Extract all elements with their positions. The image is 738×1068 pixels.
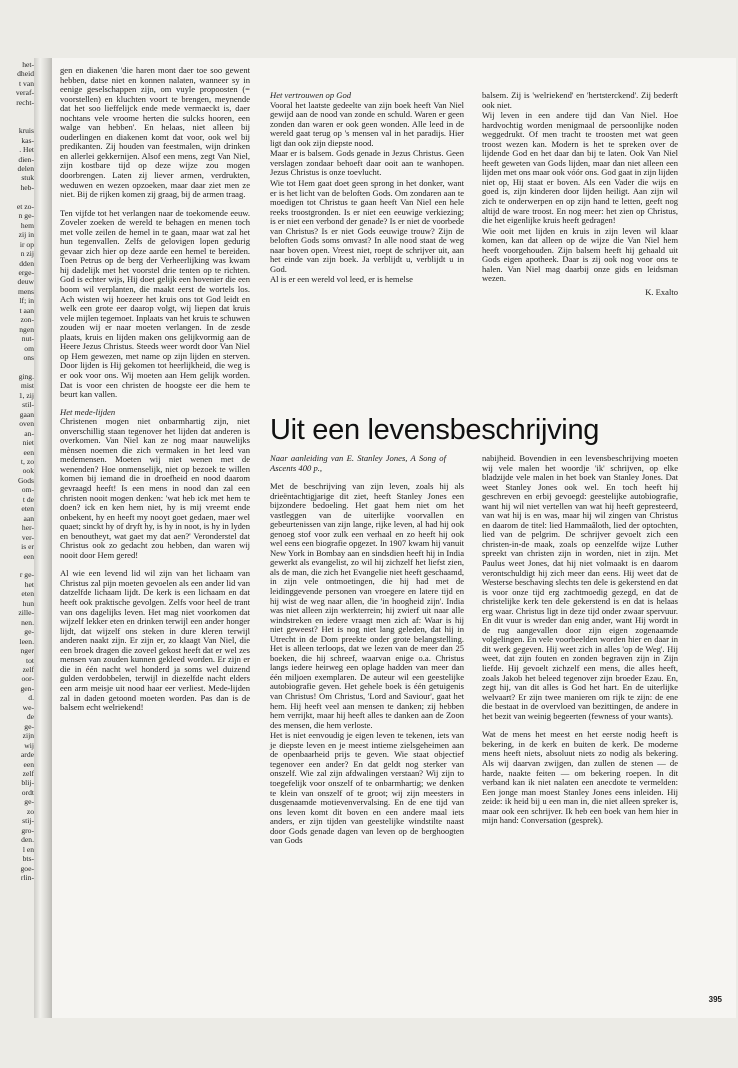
prev-page-fragment: dien- xyxy=(18,154,34,164)
prev-page-fragment: blij- xyxy=(21,778,34,788)
previous-page-edge xyxy=(0,60,34,1020)
prev-page-fragment: n ge- xyxy=(18,211,34,221)
prev-page-fragment: n zij xyxy=(20,249,34,259)
paragraph: Christenen mogen niet onbarmhartig zijn, niet onverschillig staan tegenover het lijden dat anderen is overkomen. Van Niel kan ze nog maar nauwelijks mènsen noemen die zich vermaken in het leed van medemensen. Moeten wij niet wenen met de wenenden? Hoe onmenselijk, niet op bezoek te willen komen bij iemand die in droefheid en nood daarom gevraagd heeft! Is een mens in nood dan zal een christen nooit mogen denken: 'wat heb ick met hem te doen? ick en ken hem niet, hy is mij vreemt ende onbekent, hy en heeft my nooyt goet gedaen, maer wel quaet; sinckt hy of dryft hy, is hy in noot, is hy in lyden en benoutheyt, wat gaet my dat aen?' Veronderstel dat Christus ook zo gedacht zou hebben, dan waren wij nooit door Hem gered! xyxy=(60,416,250,560)
prev-page-fragment: l en xyxy=(22,844,34,854)
prev-page-fragment: eten xyxy=(21,504,34,514)
prev-page-fragment: t van xyxy=(19,78,34,88)
prev-page-fragment: ordt xyxy=(21,787,34,797)
prev-page-fragment: ver- xyxy=(21,532,34,542)
prev-page-fragment: ge- xyxy=(24,797,34,807)
prev-page-fragment: oor- xyxy=(21,674,34,684)
paragraph: Vooral het laatste gedeelte van zijn boek heeft Van Niel gewijd aan de nood van zonde en schuld. Waren er geen zonden dan waren er ook geen wonden. Alle leed in de wereld gaat terug op 's mensen val in het paradijs. Hier ligt dan ook zijn diepste nood. xyxy=(270,99,464,148)
paragraph: gen en diakenen 'die haren mont daer toe soo gewent hebben, datse niet en konnen nalaten, wanneer sy in eenige geselschappen zijn, om vuyle propoosten (= voorstellen) en kluchten voort te brengen, meynende dat het soo lieffelijck ende mede vermaeckt is, daer nochtans vele vroome herten die sulcks hooren, een walge van hebben'. En helaas, niet alleen bij ouderlingen en diakenen komt dat voor, ook wel bij predikanten. Zij houden van feestmalen, wijn drinken en allerlei gekkernijen. Alsof een mens, zegt Van Niel, zijn kostbare tijd op deze wijze zou mogen doorbrengen. Laten zij liever armen, verdrukten, weduwen en wezen opzoeken, maar daar ziet men ze niet. Bij de rijken komen zij graag, bij de armen traag. xyxy=(60,65,250,200)
prev-page-fragment xyxy=(0,117,34,126)
prev-page-fragment: ir op xyxy=(19,239,34,249)
prev-page-fragment: eten xyxy=(21,589,34,599)
paragraph: Al wie een levend lid wil zijn van het lichaam van Christus zal pijn moeten gevoelen als een ander lid van datzelfde lichaam lijdt. De kerk is een lichaam en dat heeft ook praktische gevolgen. Zelfs voor heel de trant van ons dagelijks leven. Het mag niet voorkomen dat wijzelf lekker eten en drinken terwijl een ander honger lijdt, dat wijzelf ons steken in dure kleren terwijl anderen naakt zijn. Er zijn er, zo klaagt Van Niel, die een broek dragen die zoveel gekost heeft dat er wel zes mensen van zouden kunnen gekleed worden. Er zijn er die in één nacht wel honderd ja soms wel duizend gulden verdobbelen, terwijl in diezelfde nacht elders een arm meisje uit nood haar eer verliest. Mede-lijden zal in daden getoond moeten worden. Pas dan is de balsem echt welriekend! xyxy=(60,568,250,713)
prev-page-fragment: niet xyxy=(22,438,34,448)
column-2-bottom xyxy=(270,482,464,846)
prev-page-fragment: mist xyxy=(20,381,34,391)
column-3-top xyxy=(482,91,678,297)
paragraph: Met de beschrijving van zijn leven, zoals hij als drieëntachtigjarige dit ziet, heeft Stanley Jones een bijzondere bedoeling. Het gaat hem niet om het vastleggen van de uiterlijke voorvallen en gebeurtenissen van zijn lange, rijke leven, al had hij ook genoeg stof voor zulk een verhaal en zo heeft hij ook wel eens een biografie opgezet. In 1907 kwam hij vanuit New York in Bombay aan en sindsdien heeft hij in India gewerkt als evangelist, zo wil hij zichzelf het liefst zien, als de man, die zich het Evangelie niet heeft geschaamd, in zijn vele ontmoetingen, die hij had met de leidinggevende personen van vroegere en latere tijd en hij wist de weg naar allen, die 'in hoogheid zijn'. India was niet alleen zijn werkterrein; hij zwierf uit naar alle windstreken en iedere vraagt men zich af: Waar is hij niet geweest? Het is nog niet lang geleden, dat hij in Utrecht in de Dom preekte onder grote belangstelling. Het is alleen terloops, dat we lezen van de meer dan 25 boeken, die hij schreef, waarvan enige o.a. Christus langs iedere heirweg een oplage hadden van meer dan één miljoen exemplaren. De auteur wil een geestelijke autobiografie geven. Het gehele boek is één getuigenis van Christus! Om Christus, 'Lord and Saviour', gaat het hem. Hij heeft veel aan mensen te danken; zij hebben hem verrijkt, maar hij heeft alles te danken aan de Zoon des mensen, die hem verloste. xyxy=(270,481,464,730)
prev-page-fragment xyxy=(0,192,34,201)
prev-page-fragment: stij- xyxy=(22,816,34,826)
prev-page-fragment xyxy=(0,363,34,372)
prev-page-fragment: zelf xyxy=(22,665,34,674)
prev-page-fragment: een xyxy=(23,551,34,561)
prev-page-fragment: is er xyxy=(21,542,34,552)
prev-page-fragment xyxy=(0,107,34,116)
column-3-bottom xyxy=(482,454,678,826)
prev-page-fragment: her- xyxy=(21,523,34,533)
prev-page-fragment: zelf xyxy=(22,768,34,778)
paragraph: Wat de mens het meest en het eerste nodig heeft is bekering, in de kerk en buiten de kerk. De moderne mens heeft niets, absoluut niets zo nodig als bekering. Als wij daarvan zwijgen, dan zullen de stenen — de harde, naakte feiten — om bekering roepen. In dit verband kan ik niet nalaten een anecdote te vermelden: Een jonge man moest Stanley Jones eens inleiden. Hij zeide: ik heid bij u een man in, die niet alleen spreker is, maar ook een schrijver. Ik heb een boek van hem hier in mijn hand: Conversation (gesprek). xyxy=(482,729,678,826)
article-reference: Naar aanleiding van E. Stanley Jones, A Song of Ascents 400 p., xyxy=(270,453,446,473)
prev-page-fragment: arde xyxy=(20,750,34,760)
prev-page-fragment: stil- xyxy=(22,400,34,410)
prev-page-fragment: nen. xyxy=(21,617,34,627)
prev-page-fragment: kruis xyxy=(18,126,34,136)
prev-page-fragment xyxy=(0,561,34,570)
prev-page-fragment: d. xyxy=(28,693,34,703)
prev-page-fragment: lf; in xyxy=(19,296,34,306)
prev-page-fragment: zille- xyxy=(18,608,34,618)
article-title: Uit een levensbeschrijving xyxy=(270,414,600,446)
prev-page-fragment: stuk xyxy=(21,173,34,183)
paragraph: Ten vijfde tot het verlangen naar de toekomende eeuw. Zoveler zoeken de wereld te behagen en menen toch met volle zeilen de hemel in te gaan, maar wat zal het hun tegenvallen. Zelfs de gelovigen lopen gedurig gevaar zich hier op deze aarde een hemel te bereiden. Toen Petrus op de berg der Verheerlijking was kwam hij dadelijk met het voorstel drie tenten op te richten. God is echter wijs, Hij doet gelijk een hovenier die een boom wil verplanten, die maakt eerst de wortels los. Ach wisten wij hoezeer het kruis ons tot God leidt en welk een grote eer daarop volgt, wij liepen dat kruis vele mijlen tegemoet. Inplaats van het kruis te schuwen zouden wij er naar moeten verlangen. In de zesde plaats, kruis en lijden maken ons gelijkvormig aan de Heere Jezus Christus. Steeds weer wordt door Van Niel op Hem gewezen, met name op zijn lijden en sterven. Door lijden is Hij gekomen tot heerlijkheid, die weg is er ook voor ons. Wij moeten aan Hem gelijk worden. Dat is voor een christen de hoogste eer die hem te beurt kan vallen. xyxy=(60,207,250,400)
prev-page-fragment: hun xyxy=(22,598,34,608)
prev-page-fragment: het- xyxy=(22,60,34,69)
prev-page-fragment: nut- xyxy=(21,334,34,344)
prev-page-fragment: de xyxy=(26,712,34,722)
prev-page-fragment: t de xyxy=(22,494,34,504)
prev-page-fragment: ook xyxy=(22,466,34,476)
prev-page-fragment: oven xyxy=(19,419,34,429)
prev-page-fragment: tot xyxy=(25,655,34,665)
prev-page-fragment: et zo- xyxy=(16,201,34,211)
prev-page-fragment: ons xyxy=(23,353,34,363)
prev-page-fragment: aan xyxy=(23,513,34,523)
prev-page-fragment: 1, zij xyxy=(18,390,34,400)
prev-page-fragment: leen. xyxy=(19,636,34,646)
paragraph: Het is niet eenvoudig je eigen leven te tekenen, iets van je diepste leven en je meest intieme zielsgeheimen aan de openbaarheid prijs te geven. Wie staat objectief tegenover een ander? En dat geldt nog sterker van onszelf. Wie zal zijn afdwalingen verstaan? Wij zijn to toegefelijk voor onszelf of te onbarmhartig; we denken te klein van onszelf of te groot; wij zijn meesters in dusgenaamde motievenvervalsing. En de ene tijd van ons leven komt dit boven en een andere maal iets anders, er zijn tijden van geestelijke windstilte naast door Gods genade dagen van leven op de berghoogten van Gods xyxy=(270,730,464,846)
prev-page-fragment: kas- xyxy=(21,135,34,145)
prev-page-fragment: an- xyxy=(24,428,34,438)
prev-page-fragment: zijn xyxy=(22,731,34,741)
prev-page-fragment: gaan xyxy=(19,409,34,419)
book-gutter xyxy=(34,58,52,1018)
prev-page-fragment: wij xyxy=(24,740,34,750)
prev-page-fragment: veraf- xyxy=(15,88,34,98)
prev-page-fragment: zon- xyxy=(20,315,34,325)
prev-page-fragment: . Het xyxy=(19,145,34,155)
prev-page-fragment: mens xyxy=(17,286,34,296)
prev-page-fragment: Gods xyxy=(17,475,34,485)
prev-page-fragment: ge- xyxy=(24,721,34,731)
prev-page-fragment: gro- xyxy=(21,825,34,835)
prev-page-fragment: recht- xyxy=(16,97,34,107)
prev-page-fragment: dheid xyxy=(17,69,34,79)
prev-page-fragment: gen- xyxy=(20,683,34,693)
prev-page-fragment: een xyxy=(23,759,34,769)
paragraph: Wie tot Hem gaat doet geen sprong in het donker, want er is het licht van de beloften Gods. Om zondaren aan te moedigen tot Christus te gaan heeft Van Niel een hele reeks troostgronden. Is er niet een eeuwige verkiezing; is er niet een verbond der genade? Is er niet de voorbede van Christus? Is er niet Gods eeuwige trouw? Zijn de beloften Gods soms omvast? In alle nood staat de weg naar boven open. Vreest niet, roept de schrijver uit, aan het einde van zijn boek. Ja verblijdt u, verblijdt u in God. xyxy=(270,177,464,274)
prev-page-fragment: rlin- xyxy=(20,872,34,882)
prev-page-fragment: ngen xyxy=(19,324,34,334)
column-1 xyxy=(60,66,250,713)
prev-page-fragment: goe- xyxy=(20,863,34,873)
section-heading: Het mede-lijden xyxy=(60,406,116,417)
prev-page-fragment: zo xyxy=(26,806,34,816)
page-number: 395 xyxy=(708,995,722,1004)
paragraph: Wie ooit met lijden en kruis in zijn leven wil klaar komen, kan dat alleen op de wijze die Van Niel hem heeft voorgehouden. Zijn balsem heeft hij gehaald uit Gods eigen apotheek. Daar is zij ook nog voor ons te halen. Van Niel mag daarbij onze gids en leidsman wezen. xyxy=(482,225,678,284)
prev-page-fragment: deuw xyxy=(17,277,34,287)
prev-page-fragment: we- xyxy=(22,702,34,712)
prev-page-fragment: het xyxy=(24,579,34,589)
prev-page-fragment: een xyxy=(23,447,34,457)
prev-page-fragment: nger xyxy=(20,646,34,656)
prev-page-fragment: delen xyxy=(17,163,34,173)
prev-page-fragment: r ge- xyxy=(19,570,34,580)
paragraph: balsem. Zij is 'welriekend' en 'hertsterckend'. Zij bederft ook niet. xyxy=(482,90,678,110)
paragraph: Wij leven in een andere tijd dan Van Niel. Hoe hardvochtig worden menigmaal de persoonlijke noden weggedrukt. Of men tracht te troosten met wat geen troost wezen kan. Modern is het te spreken over de lijdende God en het daar dan bij te laten. Ook Van Niel heeft geweten van Gods lijden, maar dan niet alleen een lijden met ons maar ook vóór ons. God gaat in zijn lijden niet op, Hij staat er boven. Als een Vader die wijs en goed is, zijn kinderen door lijden heiligt. Aan zijn wil zich te onderwerpen en op zijn hand te letten, geeft nog altijd de ware troost. En nog meer: het zien op Christus, die het eigenlijke kruis heeft gedragen! xyxy=(482,110,678,226)
prev-page-fragment: om xyxy=(24,343,34,353)
column-2-top xyxy=(270,91,464,285)
paragraph: Al is er een wereld vol leed, er is hemelse xyxy=(270,274,413,285)
prev-page-fragment: den. xyxy=(21,835,34,845)
prev-page-fragment: om- xyxy=(21,485,34,495)
prev-page-fragment: t, zo xyxy=(20,457,34,467)
section-heading: Het vertrouwen op God xyxy=(270,90,352,100)
paragraph: nabijheid. Bovendien in een levensbeschrijving moeten wij vele malen het woordje 'ik' schrijven, op elke bladzijde vele malen in het boek van Stanley Jones. Dat weet Stanley Jones ook wel. En toch heeft hij geschreven en erbij gevoegd: geestelijke autobiografie, want hij wil niet vertellen van wat hij heeft gepresteerd, van wat hij is en was, maar hij wil zingen van Christus en daarom de titel: lied Hammaâloth, lied der optochten, lied van de pelgrim. De schrijver gevoelt zich een christen-in-de maak, zoals op eenzelfde wijze Luther spreekt van christen zijn in worden, niet in zijn. Met Paulus weet Jones, dat hij niet volmaakt is en daarom verontschuldigt hij zich meer dan eens. Hij weet dat de Westerse beschaving slechts ten dele is gekerstend en dat is voor onze tijd erg zachtmoedig gezegd, en dat de christelijke kerk ten dele gekerstend is en dat is helaas erg waar. Christus ligt in deze tijd onder zwaar spervuur. En dit vuur is wreder dan enig ander, want Hij wordt in de rug aangevallen door zijn eigen zogenaamde volgelingen. En vele voorbeelden worden hier en daar in dit werk gegeven. Hij weet zich in alles 'op de Weg'. Hij weet, dat zijn fouten en zonden begraven zijn in Zijn liefde. Hij gevoelt zichzelf een mens, die alles heeft, zoals Jakob het beleed tegenover zijn broeder Ezau. En, zegt hij, van dit alles is God het hart. En de uiterlijke welvaart? Er zijn twee manieren om rijk te zijn: de ene die bestaat in de overvloed van bezittingen, de andere in het bezit van weinig begeerten (fewness of your wants). xyxy=(482,453,678,721)
prev-page-fragment: ging. xyxy=(18,371,34,381)
prev-page-fragment: ge- xyxy=(24,627,34,637)
prev-page-fragment: bts- xyxy=(22,854,34,864)
prev-page-fragment: hem xyxy=(20,220,34,230)
paragraph: Maar er is balsem. Gods genade in Jezus Christus. Geen verslagen zondaar behoeft daar ooit aan te wanhopen. Jezus Christus is onze toevlucht. xyxy=(270,148,464,178)
prev-page-fragment: t aan xyxy=(19,305,34,315)
prev-page-fragment: erge- xyxy=(18,267,34,277)
prev-page-fragment: dden xyxy=(19,258,34,268)
prev-page-fragment: zij in xyxy=(18,230,34,240)
page xyxy=(52,58,736,1018)
prev-page-fragment: heb- xyxy=(20,182,34,192)
author-signature: K. Exalto xyxy=(645,286,678,297)
